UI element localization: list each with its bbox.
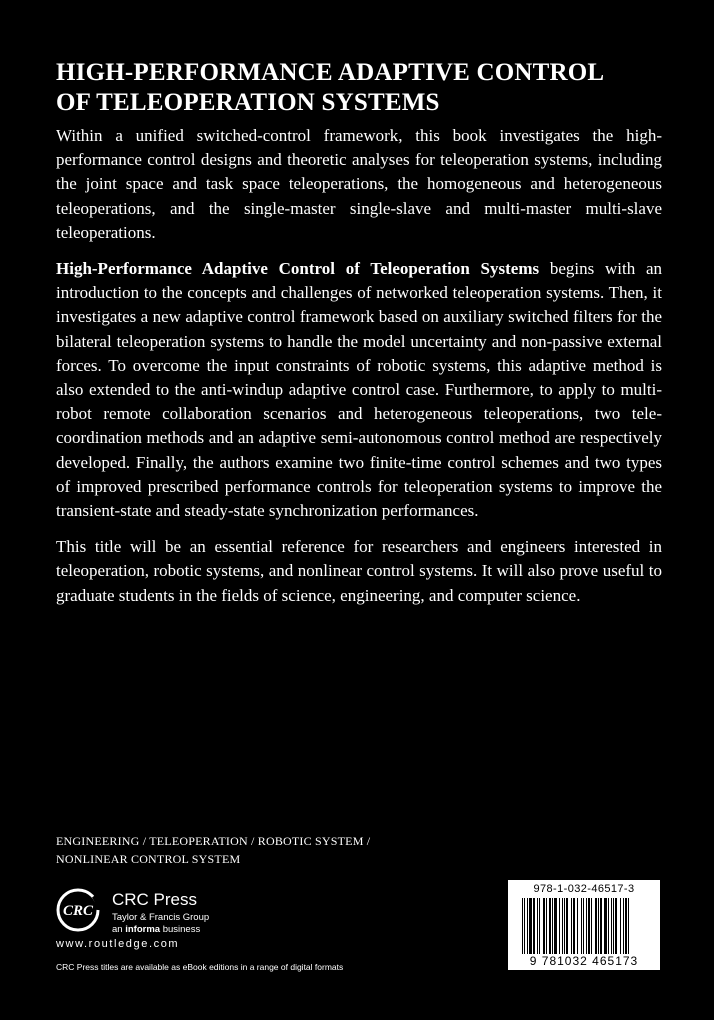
description-paragraph-1: Within a unified switched-control framework, this book investigates the high-performance control designs and theoretic analyses for teleoperation systems, including the joint space and task space teleoperations, the homogeneous and heterogeneous teleoperations, and the single-master single-slave and multi-master multi-slave teleoperations.: [56, 126, 662, 242]
barcode-bars: [522, 898, 646, 954]
barcode-bar: [537, 898, 538, 954]
barcode-bar: [522, 898, 523, 954]
publisher-block: [52, 880, 272, 940]
subject-line-1: ENGINEERING / TELEOPERATION / ROBOTIC SYSTEM /: [56, 834, 371, 848]
barcode-bar: [571, 898, 572, 954]
subject-line-2: NONLINEAR CONTROL SYSTEM: [56, 852, 241, 866]
book-description: [56, 124, 662, 620]
publisher-group-name: Taylor & Francis Group: [112, 912, 210, 923]
ebook-note: CRC Press titles are available as eBook editions in a range of digital formats: [56, 962, 344, 972]
title-reference: High-Performance Adaptive Control of Teleoperation Systems: [56, 259, 540, 279]
description-paragraph-3: This title will be an essential reference for researchers and engineers interested in teleoperation, robotic systems, and nonlinear control systems. It will also prove useful to graduate students in the fields of science, engineering, and computer science.: [56, 537, 662, 605]
informa-prefix: an: [112, 924, 126, 935]
barcode-bar: [549, 898, 551, 954]
description-paragraph-2-text: begins with an introduction to the concepts and challenges of networked teleoperation systems. Then, it investigates a new adaptive control framework based on auxiliary switched filters for the bilateral teleoperation systems to handle the model uncertainty and non-passive external forces. To overcome the input constraints of robotic systems, this adaptive method is also extended to the anti-windup adaptive control case. Furthermore, to apply to multi-robot remote collaboration scenarios and heterogeneous teleoperations, two tele-coordination methods and an adaptive semi-autonomous control method are respectively developed. Finally, the authors examine two finite-time control schemes and two types of improved prescribed performance controls for teleoperation systems to improve the transient-state and steady-state synchronization performances.: [56, 259, 663, 521]
barcode-bar: [615, 898, 617, 954]
isbn-barcode: [508, 880, 660, 970]
barcode-bar: [524, 898, 525, 954]
barcode-bar: [586, 898, 587, 954]
barcode-bar: [598, 898, 599, 954]
informa-bold: informa: [125, 924, 161, 935]
barcode-bar: [591, 898, 592, 954]
isbn-number: 978-1-032-46517-3: [533, 883, 635, 895]
publisher-name: CRC Press: [112, 890, 198, 909]
barcode-bar: [566, 898, 568, 954]
informa-suffix: business: [160, 924, 201, 935]
barcode-bar: [608, 898, 609, 954]
barcode-bar: [562, 898, 563, 954]
informa-line: [112, 924, 209, 936]
publisher-website: www.routledge.com: [56, 938, 180, 950]
crc-logo-text: CRC: [62, 903, 94, 919]
book-title: [56, 58, 676, 118]
barcode-bar: [527, 898, 528, 954]
barcode-bar: [533, 898, 535, 954]
barcode-bar: [625, 898, 627, 954]
barcode-bar: [573, 898, 575, 954]
barcode-digits: 9 781032 465173: [529, 954, 639, 968]
barcode-bar: [559, 898, 560, 954]
barcode-bar: [613, 898, 614, 954]
crc-press-logo: [54, 888, 106, 932]
publisher-group: [112, 912, 209, 936]
barcode-bar: [543, 898, 545, 954]
barcode-bar: [539, 898, 540, 954]
barcode-bar: [581, 898, 582, 954]
barcode-bar: [623, 898, 624, 954]
title-line-2: OF TELEOPERATION SYSTEMS: [56, 89, 440, 116]
barcode-bar: [554, 898, 557, 954]
barcode-bar: [600, 898, 602, 954]
barcode-bar: [604, 898, 607, 954]
barcode-bar: [546, 898, 547, 954]
barcode-bar: [564, 898, 565, 954]
barcode-bar: [588, 898, 590, 954]
barcode-bar: [577, 898, 578, 954]
subject-categories: [56, 832, 456, 868]
barcode-bar: [529, 898, 532, 954]
barcode-bar: [552, 898, 553, 954]
barcode-bar: [595, 898, 597, 954]
barcode-bar: [620, 898, 621, 954]
barcode-bar: [583, 898, 584, 954]
description-paragraph-2: [56, 257, 662, 523]
title-line-1: HIGH-PERFORMANCE ADAPTIVE CONTROL: [56, 59, 605, 86]
barcode-bar: [611, 898, 612, 954]
barcode-bar: [628, 898, 629, 954]
